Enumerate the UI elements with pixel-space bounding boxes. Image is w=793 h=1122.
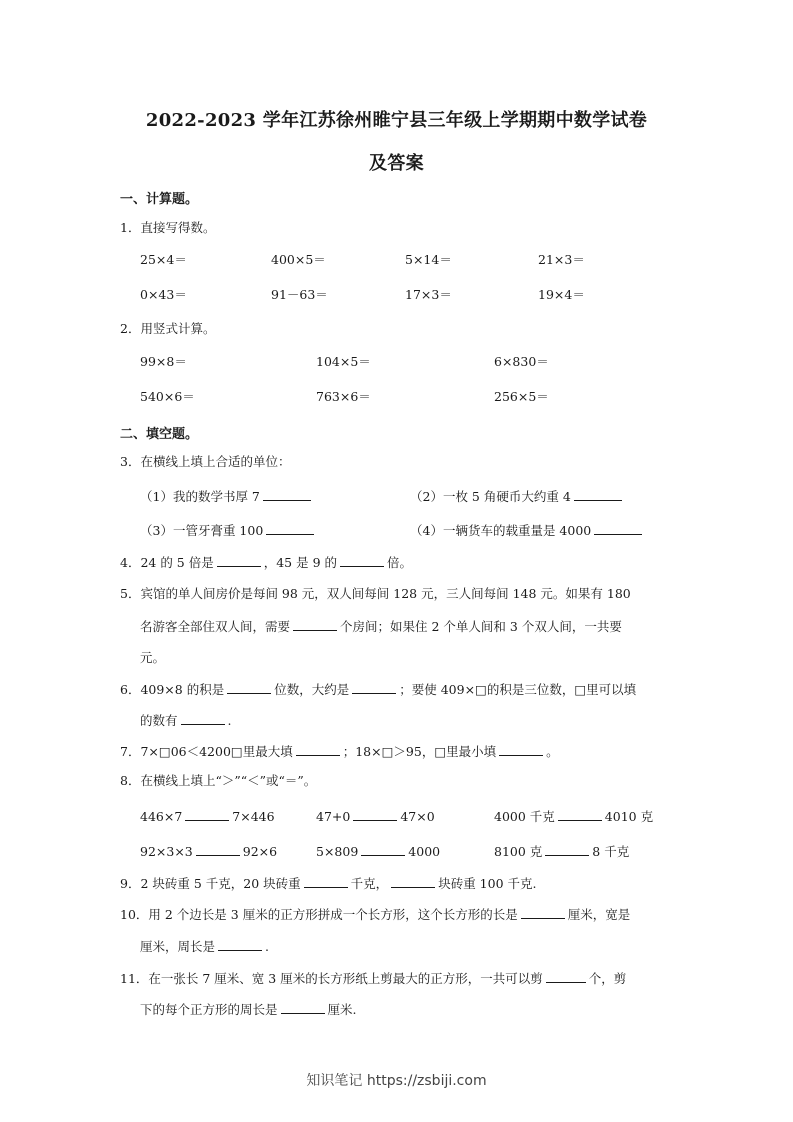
answer-blank[interactable] bbox=[296, 743, 340, 756]
q8-left: 8100 克 bbox=[494, 844, 543, 859]
q9-text: 千克， bbox=[350, 876, 389, 891]
q9-text: 9．2 块砖重 5 千克，20 块砖重 bbox=[120, 876, 301, 891]
q2-item: 104×5＝ bbox=[316, 354, 371, 369]
answer-blank[interactable] bbox=[352, 681, 396, 694]
answer-blank[interactable] bbox=[304, 875, 348, 888]
q8-left: 92×3×3 bbox=[140, 844, 193, 859]
q5-text: 名游客全部住双人间，需要 bbox=[140, 619, 291, 634]
q10-text: 厘米，周长是 bbox=[140, 939, 216, 954]
q1-item: 5×14＝ bbox=[405, 252, 452, 267]
answer-blank[interactable] bbox=[521, 906, 565, 919]
q6-text: 位数，大约是 bbox=[274, 682, 350, 697]
question-3: 3．在横线上填上合适的单位： bbox=[120, 454, 291, 469]
title-line-2: 及答案 bbox=[369, 153, 424, 174]
question-5-line-1: 5．宾馆的单人间房价是每间 98 元，双人间每间 128 元，三人间每间 148 元。如果有 180 bbox=[120, 586, 631, 601]
q3-item bbox=[140, 488, 314, 505]
q8-item bbox=[494, 843, 629, 860]
q8-right: 4010 克 bbox=[604, 809, 654, 824]
answer-blank[interactable] bbox=[546, 970, 586, 983]
q8-right: 4000 bbox=[408, 844, 441, 859]
question-2: 2．用竖式计算。 bbox=[120, 321, 216, 336]
q7-text: 7．7×□06＜4200□里最大填 bbox=[120, 744, 293, 759]
answer-blank[interactable] bbox=[340, 554, 384, 567]
answer-blank[interactable] bbox=[594, 522, 642, 535]
answer-blank[interactable] bbox=[499, 743, 543, 756]
q8-right: 7×446 bbox=[232, 809, 275, 824]
q8-left: 446×7 bbox=[140, 809, 183, 824]
question-6-line-1 bbox=[120, 681, 636, 698]
answer-blank[interactable] bbox=[391, 875, 435, 888]
q3-item-text: （3）一管牙膏重 100 bbox=[140, 523, 264, 538]
q7-text: 。 bbox=[546, 744, 559, 759]
q3-item bbox=[410, 522, 645, 539]
q8-left: 47+0 bbox=[316, 809, 351, 824]
q8-item bbox=[316, 843, 440, 860]
answer-blank[interactable] bbox=[218, 938, 262, 951]
q8-left: 4000 千克 bbox=[494, 809, 555, 824]
q3-item-text: （4）一辆货车的载重量是 4000 bbox=[410, 523, 592, 538]
q8-item bbox=[140, 808, 275, 825]
question-11-line-1 bbox=[120, 970, 626, 987]
q8-item bbox=[494, 808, 653, 825]
q1-item: 91－63＝ bbox=[271, 287, 328, 302]
q8-right: 47×0 bbox=[400, 809, 435, 824]
q1-item: 0×43＝ bbox=[140, 287, 187, 302]
q8-right: 92×6 bbox=[242, 844, 278, 859]
q7-text: ；18×□＞95，□里最小填 bbox=[342, 744, 497, 759]
title-line-1: 2022-2023 学年江苏徐州睢宁县三年级上学期期中数学试卷 bbox=[145, 110, 648, 131]
q8-item bbox=[316, 808, 435, 825]
answer-blank[interactable] bbox=[361, 843, 405, 856]
q11-text: 下的每个正方形的周长是 bbox=[140, 1002, 278, 1017]
q10-text: . bbox=[265, 939, 269, 954]
answer-blank[interactable] bbox=[281, 1001, 325, 1014]
q1-item: 400×5＝ bbox=[271, 252, 326, 267]
question-5-line-3: 元。 bbox=[140, 650, 166, 665]
question-9 bbox=[120, 875, 536, 892]
footer-watermark: 知识笔记 https://zsbiji.com bbox=[306, 1073, 487, 1089]
question-4 bbox=[120, 554, 412, 571]
q4-text: ，45 是 9 的 bbox=[263, 555, 338, 570]
q8-item bbox=[140, 843, 277, 860]
question-5-line-2 bbox=[140, 618, 622, 635]
q9-text: 块砖重 100 千克. bbox=[438, 876, 537, 891]
section-2-heading: 二、填空题。 bbox=[120, 427, 199, 442]
q11-text: 个，剪 bbox=[588, 971, 627, 986]
q4-text: 倍。 bbox=[387, 555, 413, 570]
q10-text: 10．用 2 个边长是 3 厘米的正方形拼成一个长方形，这个长方形的长是 bbox=[120, 907, 518, 922]
question-8: 8．在横线上填上“＞”“＜”或“＝”。 bbox=[120, 773, 317, 788]
q1-item: 19×4＝ bbox=[538, 287, 585, 302]
q6-text: 6．409×8 的积是 bbox=[120, 682, 225, 697]
q8-left: 5×809 bbox=[316, 844, 359, 859]
question-11-line-2 bbox=[140, 1001, 357, 1018]
answer-blank[interactable] bbox=[266, 522, 314, 535]
q1-item: 17×3＝ bbox=[405, 287, 452, 302]
q3-item-text: （2）一枚 5 角硬币大约重 4 bbox=[410, 489, 571, 504]
q11-text: 11．在一张长 7 厘米、宽 3 厘米的长方形纸上剪最大的正方形，一共可以剪 bbox=[120, 971, 543, 986]
answer-blank[interactable] bbox=[227, 681, 271, 694]
answer-blank[interactable] bbox=[185, 808, 229, 821]
answer-blank[interactable] bbox=[558, 808, 602, 821]
q2-item: 6×830＝ bbox=[494, 354, 549, 369]
answer-blank[interactable] bbox=[196, 843, 240, 856]
answer-blank[interactable] bbox=[545, 843, 589, 856]
q3-item-text: （1）我的数学书厚 7 bbox=[140, 489, 260, 504]
q2-item: 540×6＝ bbox=[140, 389, 195, 404]
section-1-heading: 一、计算题。 bbox=[120, 192, 199, 207]
answer-blank[interactable] bbox=[263, 488, 311, 501]
q3-item bbox=[140, 522, 317, 539]
q3-item bbox=[410, 488, 625, 505]
q6-text: . bbox=[227, 713, 232, 728]
q11-text: 厘米. bbox=[327, 1002, 357, 1017]
answer-blank[interactable] bbox=[353, 808, 397, 821]
q10-text: 厘米，宽是 bbox=[567, 907, 631, 922]
q4-text: 4．24 的 5 倍是 bbox=[120, 555, 214, 570]
answer-blank[interactable] bbox=[293, 618, 337, 631]
q8-right: 8 千克 bbox=[592, 844, 630, 859]
q2-item: 99×8＝ bbox=[140, 354, 187, 369]
q1-item: 21×3＝ bbox=[538, 252, 585, 267]
q2-item: 763×6＝ bbox=[316, 389, 371, 404]
q5-text: 个房间；如果住 2 个单人间和 3 个双人间，一共要 bbox=[340, 619, 622, 634]
answer-blank[interactable] bbox=[217, 554, 261, 567]
q6-text: 的数有 bbox=[140, 713, 178, 728]
q1-item: 25×4＝ bbox=[140, 252, 187, 267]
answer-blank[interactable] bbox=[574, 488, 622, 501]
q2-item: 256×5＝ bbox=[494, 389, 549, 404]
answer-blank[interactable] bbox=[181, 712, 225, 725]
question-10-line-2 bbox=[140, 938, 269, 955]
question-6-line-2 bbox=[140, 712, 232, 729]
question-7 bbox=[120, 743, 559, 760]
question-10-line-1 bbox=[120, 906, 630, 923]
question-1: 1．直接写得数。 bbox=[120, 220, 216, 235]
q6-text: ；要使 409×□的积是三位数，□里可以填 bbox=[399, 682, 637, 697]
